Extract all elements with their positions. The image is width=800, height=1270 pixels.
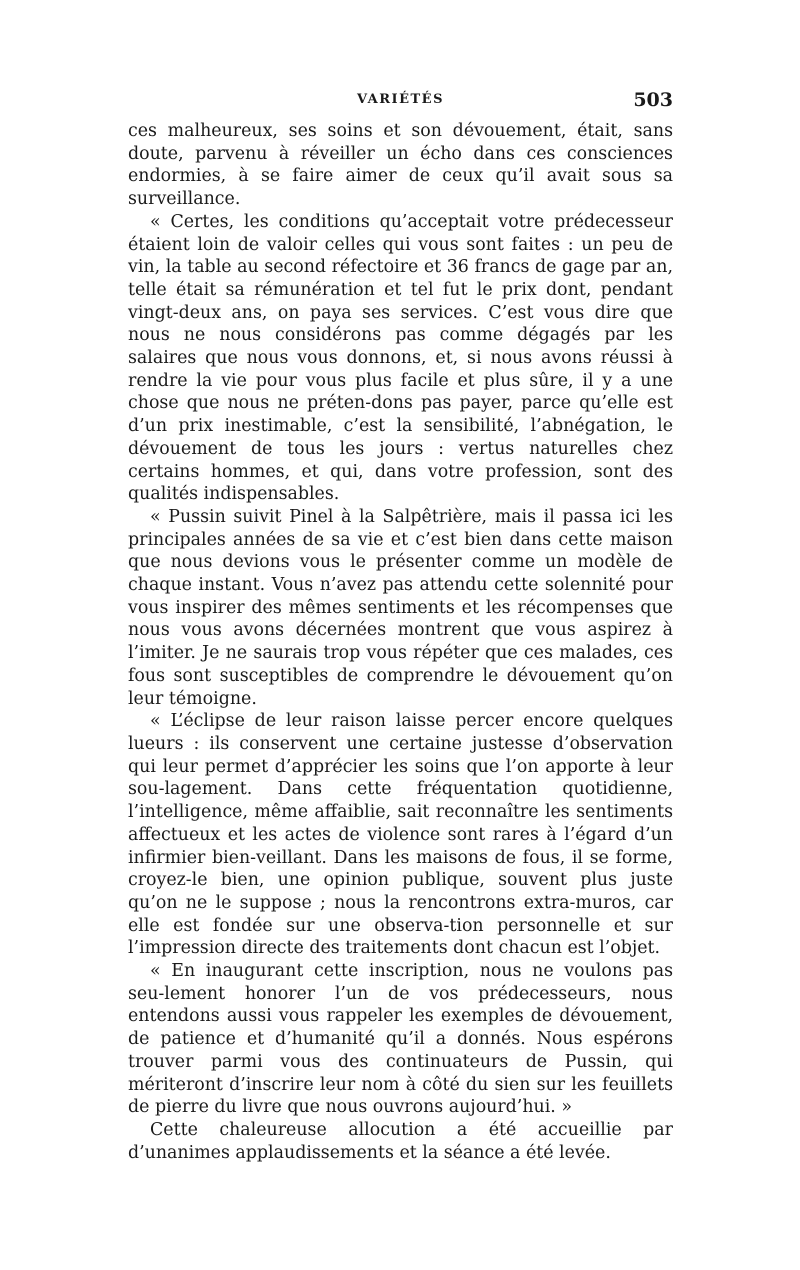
book-page <box>128 89 673 1164</box>
paragraph: « En inaugurant cette inscription, nous ne voulons pas seu-lement honorer l’un de vos prédecesseurs, nous entendons aussi vous rappeler les exemples de dévouement, de patience et d’humanité qu’il a donnés. Nous espérons trouver parmi vous des continuateurs de Pussin, qui mériteront d’inscrire leur nom à côté du sien sur les feuillets de pierre du livre que nous ouvrons aujourd’hui. » <box>128 961 673 1118</box>
paragraph: « Pussin suivit Pinel à la Salpêtrière, mais il passa ici les principales années de sa vie et c’est bien dans cette maison que nous devions vous le présenter comme un modèle de chaque instant. Vous n’avez pas attendu cette solennité pour vous inspirer des mêmes sentiments et les récompenses que nous vous avons décernées montrent que vous aspirez à l’imiter. Je ne saurais trop vous répéter que ces malades, ces fous sont susceptibles de comprendre le dévouement qu’on leur témoigne. <box>128 506 673 709</box>
running-title: VARIÉTÉS <box>357 92 444 107</box>
paragraph: Cette chaleureuse allocution a été accueillie par d’unanimes applaudissements et la séance a été levée. <box>128 1119 673 1163</box>
paragraph: « L’éclipse de leur raison laisse percer encore quelques lueurs : ils conservent une certaine justesse d’observation qui leur permet d’apprécier les soins que l’on apporte à leur sou-lagement. Dans cette fréquentation quotidienne, l’intelligence, même affaiblie, sait reconnaître les sentiments affectueux et les actes de violence sont rares à l’égard d’un infirmier bien-veillant. Dans les maisons de fous, il se forme, croyez-le bien, une opinion publique, souvent plus juste qu’on ne le suppose ; nous la rencontrons extra-muros, car elle est fondée sur une observa-tion personnelle et sur l’impression directe des traitements dont chacun est l’objet. <box>128 711 673 959</box>
paragraph: ces malheureux, ses soins et son dévouement, était, sans doute, parvenu à réveiller un écho dans ces consciences endormies, à se faire aimer de ceux qu’il avait sous sa surveillance. <box>128 121 673 210</box>
paragraph: « Certes, les conditions qu’acceptait votre prédecesseur étaient loin de valoir celles qui vous sont faites : un peu de vin, la table au second réfectoire et 36 francs de gage par an, telle était sa rémunération et tel fut le prix dont, pendant vingt-deux ans, on paya ses services. C’est vous dire que nous ne nous considérons pas comme dégagés par les salaires que nous vous donnons, et, si nous avons réussi à rendre la vie pour vous plus facile et plus sûre, il y a une chose que nous ne préten-dons pas payer, parce qu’elle est d’un prix inestimable, c’est la sensibilité, l’abnégation, le dévouement de tous les jours : vertus naturelles chez certains hommes, et qui, dans votre profession, sont des qualités indispensables. <box>128 211 673 505</box>
page-number: 503 <box>633 89 673 111</box>
running-head <box>128 89 673 120</box>
body-text <box>128 120 673 1164</box>
